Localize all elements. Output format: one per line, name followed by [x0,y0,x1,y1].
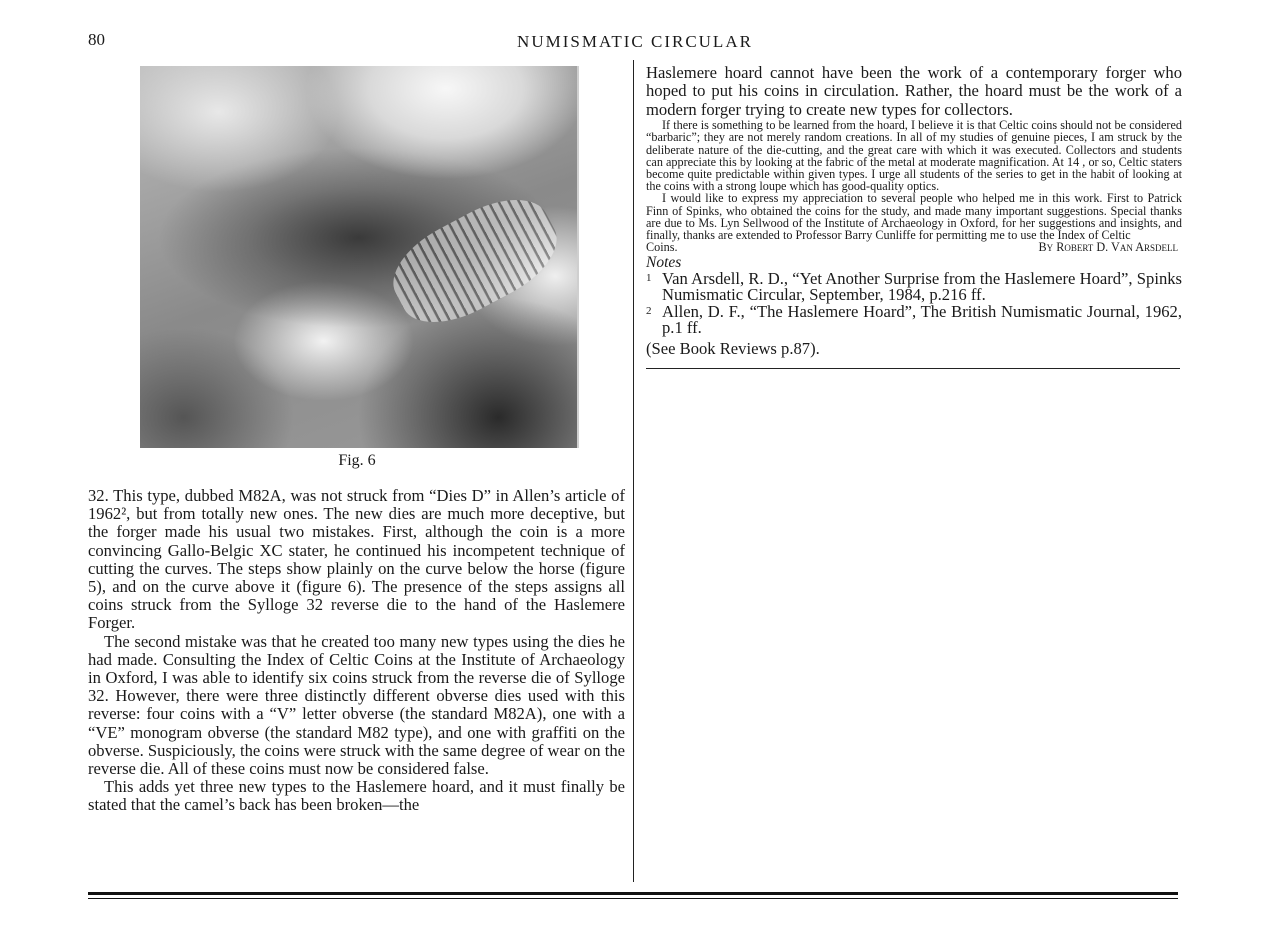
page-footer-rule [88,892,1178,899]
footnote-text: Van Arsdell, R. D., “Yet Another Surprise from the Haslemere Hoard”, Spinks Numismatic Circular, September, 1984, p.216 ff. [662,268,1182,305]
left-column [88,487,625,815]
article-end-rule [646,368,1180,369]
footnote [646,268,1182,305]
acknowledgements-end: Coins. [646,240,678,255]
body-paragraph: This adds yet three new types to the Haslemere hoard, and it must finally be stated that the camel’s back has been broken—the [88,777,625,815]
running-head: NUMISMATIC CIRCULAR [517,32,753,51]
byline-row [646,241,1182,253]
footer-rule-thick [88,892,1178,895]
acknowledgements-paragraph: I would like to express my appreciation to several people who helped me in this work. First to Patrick Finn of Spinks, who obtained the coins for the study, and made many important suggestions. Special thanks are due to Ms. Lyn Sellwood of the Institute of Archaeology in Oxford, for her suggestions and insights, and finally, thanks are extended to Professor Barry Cunliffe for permitting me to use the Index of Celtic [646,191,1182,243]
right-column [646,64,1182,369]
column-divider [633,60,634,882]
footnote-number: 1 [646,271,652,284]
conclusion-paragraph: If there is something to be learned from the hoard, I believe it is that Celtic coins should not be considered “barbaric”; they are not merely random creations. In all of my studies of genuine pieces, I am struck by the deliberate nature of the die-cutting, and the great care with which it was executed. Collectors and students can appreciate this by looking at the fabric of the metal at moderate magnification. At 14 , or so, Celtic staters become quite predictable within given types. I urge all students of the series to get in the habit of looking at the coins with a strong loupe which has good-quality optics. [646,118,1182,194]
footnote-text: Allen, D. F., “The Haslemere Hoard”, The British Numismatic Journal, 1962, p.1 ff. [662,301,1182,338]
footer-rule-thin [88,898,1178,899]
cross-reference: (See Book Reviews p.87). [646,339,820,359]
coin-photograph [140,66,579,448]
notes-heading: Notes [646,253,682,271]
body-paragraph: 32. This type, dubbed M82A, was not struck from “Dies D” in Allen’s article of 1962², but from totally new ones. The new dies are much more deceptive, but the forger made his usual two mistakes. First, although the coin is a more convincing Gallo-Belgic XC stater, he continued his incompetent technique of cutting the curves. The steps show plainly on the curve below the horse (figure 5), and on the curve above it (figure 6). The presence of the steps assigns all coins struck from the Sylloge 32 reverse die to the hand of the Haslemere Forger. [88,486,625,633]
figure-caption: Fig. 6 [338,452,376,469]
coin-die-steps-detail [379,181,571,340]
body-paragraph: The second mistake was that he created too many new types using the dies he had made. Consulting the Index of Celtic Coins at the Institute of Archaeology in Oxford, I was able to identify six coins struck from the reverse die of Sylloge 32. However, there were three distinctly different obverse dies used with this reverse: four coins with a “V” letter obverse (the standard M82A), one with a “VE” monogram obverse (the standard M82 type), and one with graffiti on the obverse. Suspiciously, the coins were struck with the same degree of wear on the reverse die. All of these coins must now be considered false. [88,631,625,779]
continued-paragraph: Haslemere hoard cannot have been the work of a contemporary forger who hoped to put his coins in circulation. Rather, the hoard must be the work of a modern forger trying to create new types for collectors. [646,63,1182,119]
author-byline: By Robert D. Van Arsdell [1038,240,1178,255]
footnote-number: 2 [646,304,652,317]
footnote [646,301,1182,338]
page-number: 80 [88,30,105,49]
